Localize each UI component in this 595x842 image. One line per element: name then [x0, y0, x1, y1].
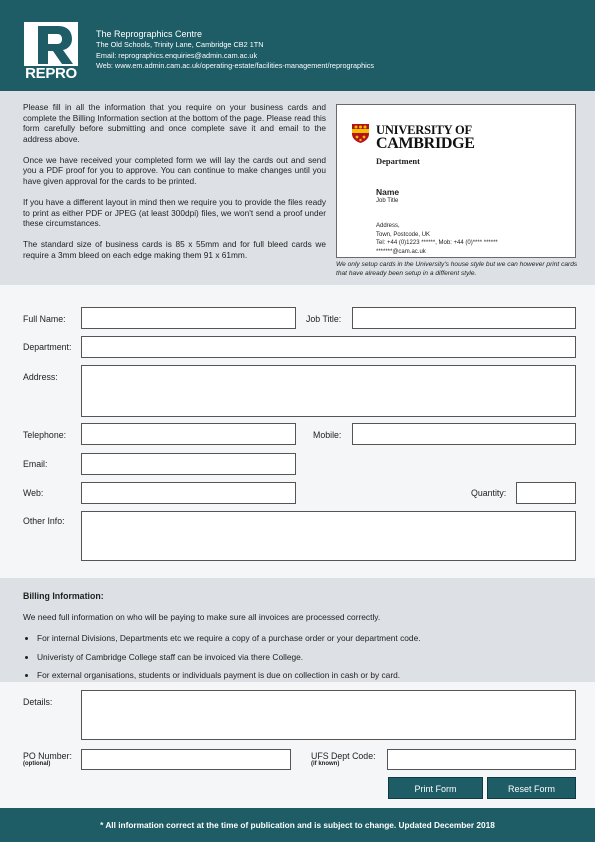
sample-business-card [336, 104, 576, 258]
telephone-label: Telephone: [23, 430, 67, 440]
intro-paragraph: Once we have received your completed form we will lay the cards out and send you a PDF proof for you to approve. You can continue to make changes until you have given approval for the cards to be printed. [23, 154, 326, 187]
footer-banner [0, 808, 595, 842]
ufs-label-sub: (if known) [311, 761, 340, 767]
department-label: Department: [23, 342, 72, 352]
intro-section [0, 91, 595, 285]
web-input[interactable] [81, 482, 296, 504]
po-label-text: PO Number: [23, 751, 72, 761]
r-logo-icon [24, 22, 78, 66]
billing-intro: We need full information on who will be paying to make sure all invoices are processed correctly. [23, 612, 381, 622]
university-crest-icon [352, 124, 369, 143]
po-number-label [23, 751, 72, 768]
card-email-line: *******@cam.ac.uk [376, 249, 426, 256]
intro-paragraph: Please fill in all the information that you require on your business cards and complete the Billing Information section at the bottom of the page. Please read this form carefully before submitting and once complete save it and email to the address above. [23, 102, 327, 144]
email-input[interactable] [81, 453, 296, 475]
card-address-line: Town, Postcode, UK [376, 231, 431, 238]
ufs-label-text: UFS Dept Code: [311, 751, 376, 761]
print-form-button[interactable]: Print Form [388, 777, 483, 799]
footer-disclaimer: * All information correct at the time of publication and is subject to change. Updated December 2018 [100, 820, 495, 830]
intro-paragraph: The standard size of business cards is 85 x 55mm and for full bleed cards we require a 3mm bleed on each edge making them 91 x 61mm. [23, 239, 326, 261]
ufs-dept-code-label [311, 751, 376, 768]
quantity-label: Quantity: [471, 488, 507, 498]
po-number-input[interactable] [81, 749, 291, 770]
details-label: Details: [23, 697, 53, 707]
card-style-note: We only setup cards in the University's house style but we can however print cards that have already been setup in a different style. [336, 261, 578, 277]
card-department: Department [376, 156, 420, 166]
card-address-block [376, 222, 498, 257]
telephone-input[interactable] [81, 423, 296, 445]
intro-paragraph: If you have a different layout in mind then we require you to provide the files ready to print as either PDF or JPEG (at least 300dpi) files, we won't send a proof under these circumstances. [23, 197, 326, 229]
wordmark-line2: CAMBRIDGE [376, 135, 475, 152]
address-textarea[interactable] [81, 365, 576, 417]
org-name: The Reprographics Centre [96, 29, 203, 39]
list-item: • For internal Divisions, Departments etc we require a copy of a purchase order or your department code. [37, 629, 421, 648]
mobile-input[interactable] [352, 423, 576, 445]
org-address: The Old Schools, Trinity Lane, Cambridge CB2 1TN [96, 40, 264, 49]
web-label: Web: [23, 488, 44, 498]
quantity-input[interactable] [516, 482, 576, 504]
contact-info [96, 29, 374, 72]
mobile-label: Mobile: [313, 430, 342, 440]
billing-title: Billing Information: [23, 591, 104, 601]
job-title-input[interactable] [352, 307, 576, 329]
list-item: • For external organisations, students or individuals payment is due on collection in cash or by card. [37, 666, 421, 685]
job-title-label: Job Title: [306, 314, 342, 324]
university-wordmark [376, 123, 475, 151]
org-web: Web: www.em.admin.cam.ac.uk/operating-estate/facilities-management/reprographics [96, 61, 375, 70]
repro-logo [24, 22, 78, 80]
card-name: Name [376, 187, 400, 197]
other-info-textarea[interactable] [81, 511, 576, 561]
logo-text: REPRO [25, 65, 77, 82]
card-job-title: Job Title [376, 198, 399, 204]
full-name-input[interactable] [81, 307, 296, 329]
department-input[interactable] [81, 336, 576, 358]
billing-list [24, 629, 421, 685]
address-label: Address: [23, 372, 58, 382]
other-info-label: Other Info: [23, 516, 65, 526]
card-address-line: Address, [376, 223, 400, 229]
email-label: Email: [23, 459, 48, 469]
list-item: • Univeristy of Cambridge College staff can be invoiced via there College. [37, 648, 421, 667]
details-textarea[interactable] [81, 690, 576, 740]
wordmark-line1: UNIVERSITY OF [376, 123, 472, 137]
intro-text [23, 102, 326, 271]
header-banner [0, 0, 595, 91]
full-name-label: Full Name: [23, 314, 66, 324]
billing-section [0, 578, 595, 682]
org-email: Email: reprographics.enquiries@admin.cam.ac.uk [96, 50, 258, 60]
po-label-sub: (optional) [23, 761, 51, 767]
reset-form-button[interactable]: Reset Form [487, 777, 576, 799]
ufs-dept-code-input[interactable] [387, 749, 576, 770]
card-phone-line: Tel: +44 (0)1223 ******, Mob: +44 (0)**** ****** [376, 240, 498, 247]
